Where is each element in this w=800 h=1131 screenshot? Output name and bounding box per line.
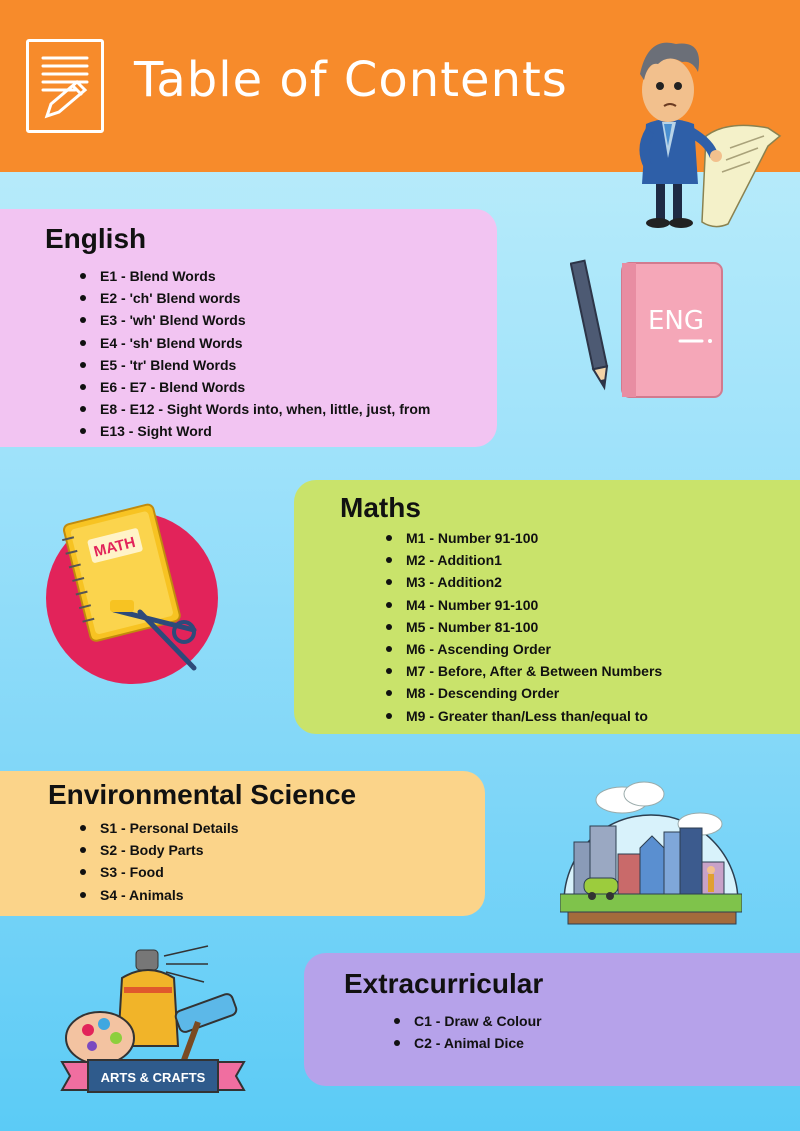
list-item: C2 - Animal Dice: [394, 1032, 542, 1054]
list-item: C1 - Draw & Colour: [394, 1010, 542, 1032]
section-environmental-science: [0, 771, 485, 916]
evs-topic-list: [80, 817, 239, 906]
section-title-maths: Maths: [340, 492, 421, 523]
extracurricular-topic-list: [394, 1010, 542, 1054]
math-book-illustration: [44, 500, 224, 686]
list-item: E5 - 'tr' Blend Words: [80, 354, 430, 376]
eng-book-label: ENG: [648, 306, 705, 336]
list-item: E13 - Sight Word: [80, 420, 430, 442]
math-book-label: MATH: [92, 533, 138, 561]
page-title: Table of Contents: [134, 52, 568, 108]
english-book-illustration: [570, 255, 730, 400]
list-item: M5 - Number 81-100: [386, 616, 662, 638]
list-item: S4 - Animals: [80, 884, 239, 906]
list-item: S2 - Body Parts: [80, 839, 239, 861]
section-title-extracurricular: Extracurricular: [344, 968, 544, 999]
list-item: M2 - Addition1: [386, 549, 662, 571]
list-item: M3 - Addition2: [386, 571, 662, 593]
list-item: E3 - 'wh' Blend Words: [80, 309, 430, 331]
section-maths: [294, 480, 800, 734]
arts-crafts-illustration: [58, 942, 248, 1107]
teacher-illustration: [618, 28, 788, 232]
section-extracurricular: [304, 953, 800, 1086]
list-item: S1 - Personal Details: [80, 817, 239, 839]
list-item: M7 - Before, After & Between Numbers: [386, 660, 662, 682]
list-item: E6 - E7 - Blend Words: [80, 376, 430, 398]
list-item: E8 - E12 - Sight Words into, when, little, just, from: [80, 398, 430, 420]
list-item: M8 - Descending Order: [386, 682, 662, 704]
section-title-evs: Environmental Science: [48, 779, 357, 810]
city-dome-illustration: [560, 762, 742, 928]
list-item: M1 - Number 91-100: [386, 527, 662, 549]
section-english: [0, 209, 497, 447]
arts-crafts-banner-label: ARTS & CRAFTS: [100, 1070, 206, 1085]
list-item: M4 - Number 91-100: [386, 594, 662, 616]
notepad-pencil-icon: [26, 39, 104, 133]
maths-topic-list: [386, 527, 662, 727]
english-topic-list: [80, 265, 430, 443]
list-item: E2 - 'ch' Blend words: [80, 287, 430, 309]
list-item: E1 - Blend Words: [80, 265, 430, 287]
list-item: M6 - Ascending Order: [386, 638, 662, 660]
section-title-english: English: [45, 223, 147, 254]
list-item: M9 - Greater than/Less than/equal to: [386, 705, 662, 727]
list-item: E4 - 'sh' Blend Words: [80, 332, 430, 354]
list-item: S3 - Food: [80, 861, 239, 883]
